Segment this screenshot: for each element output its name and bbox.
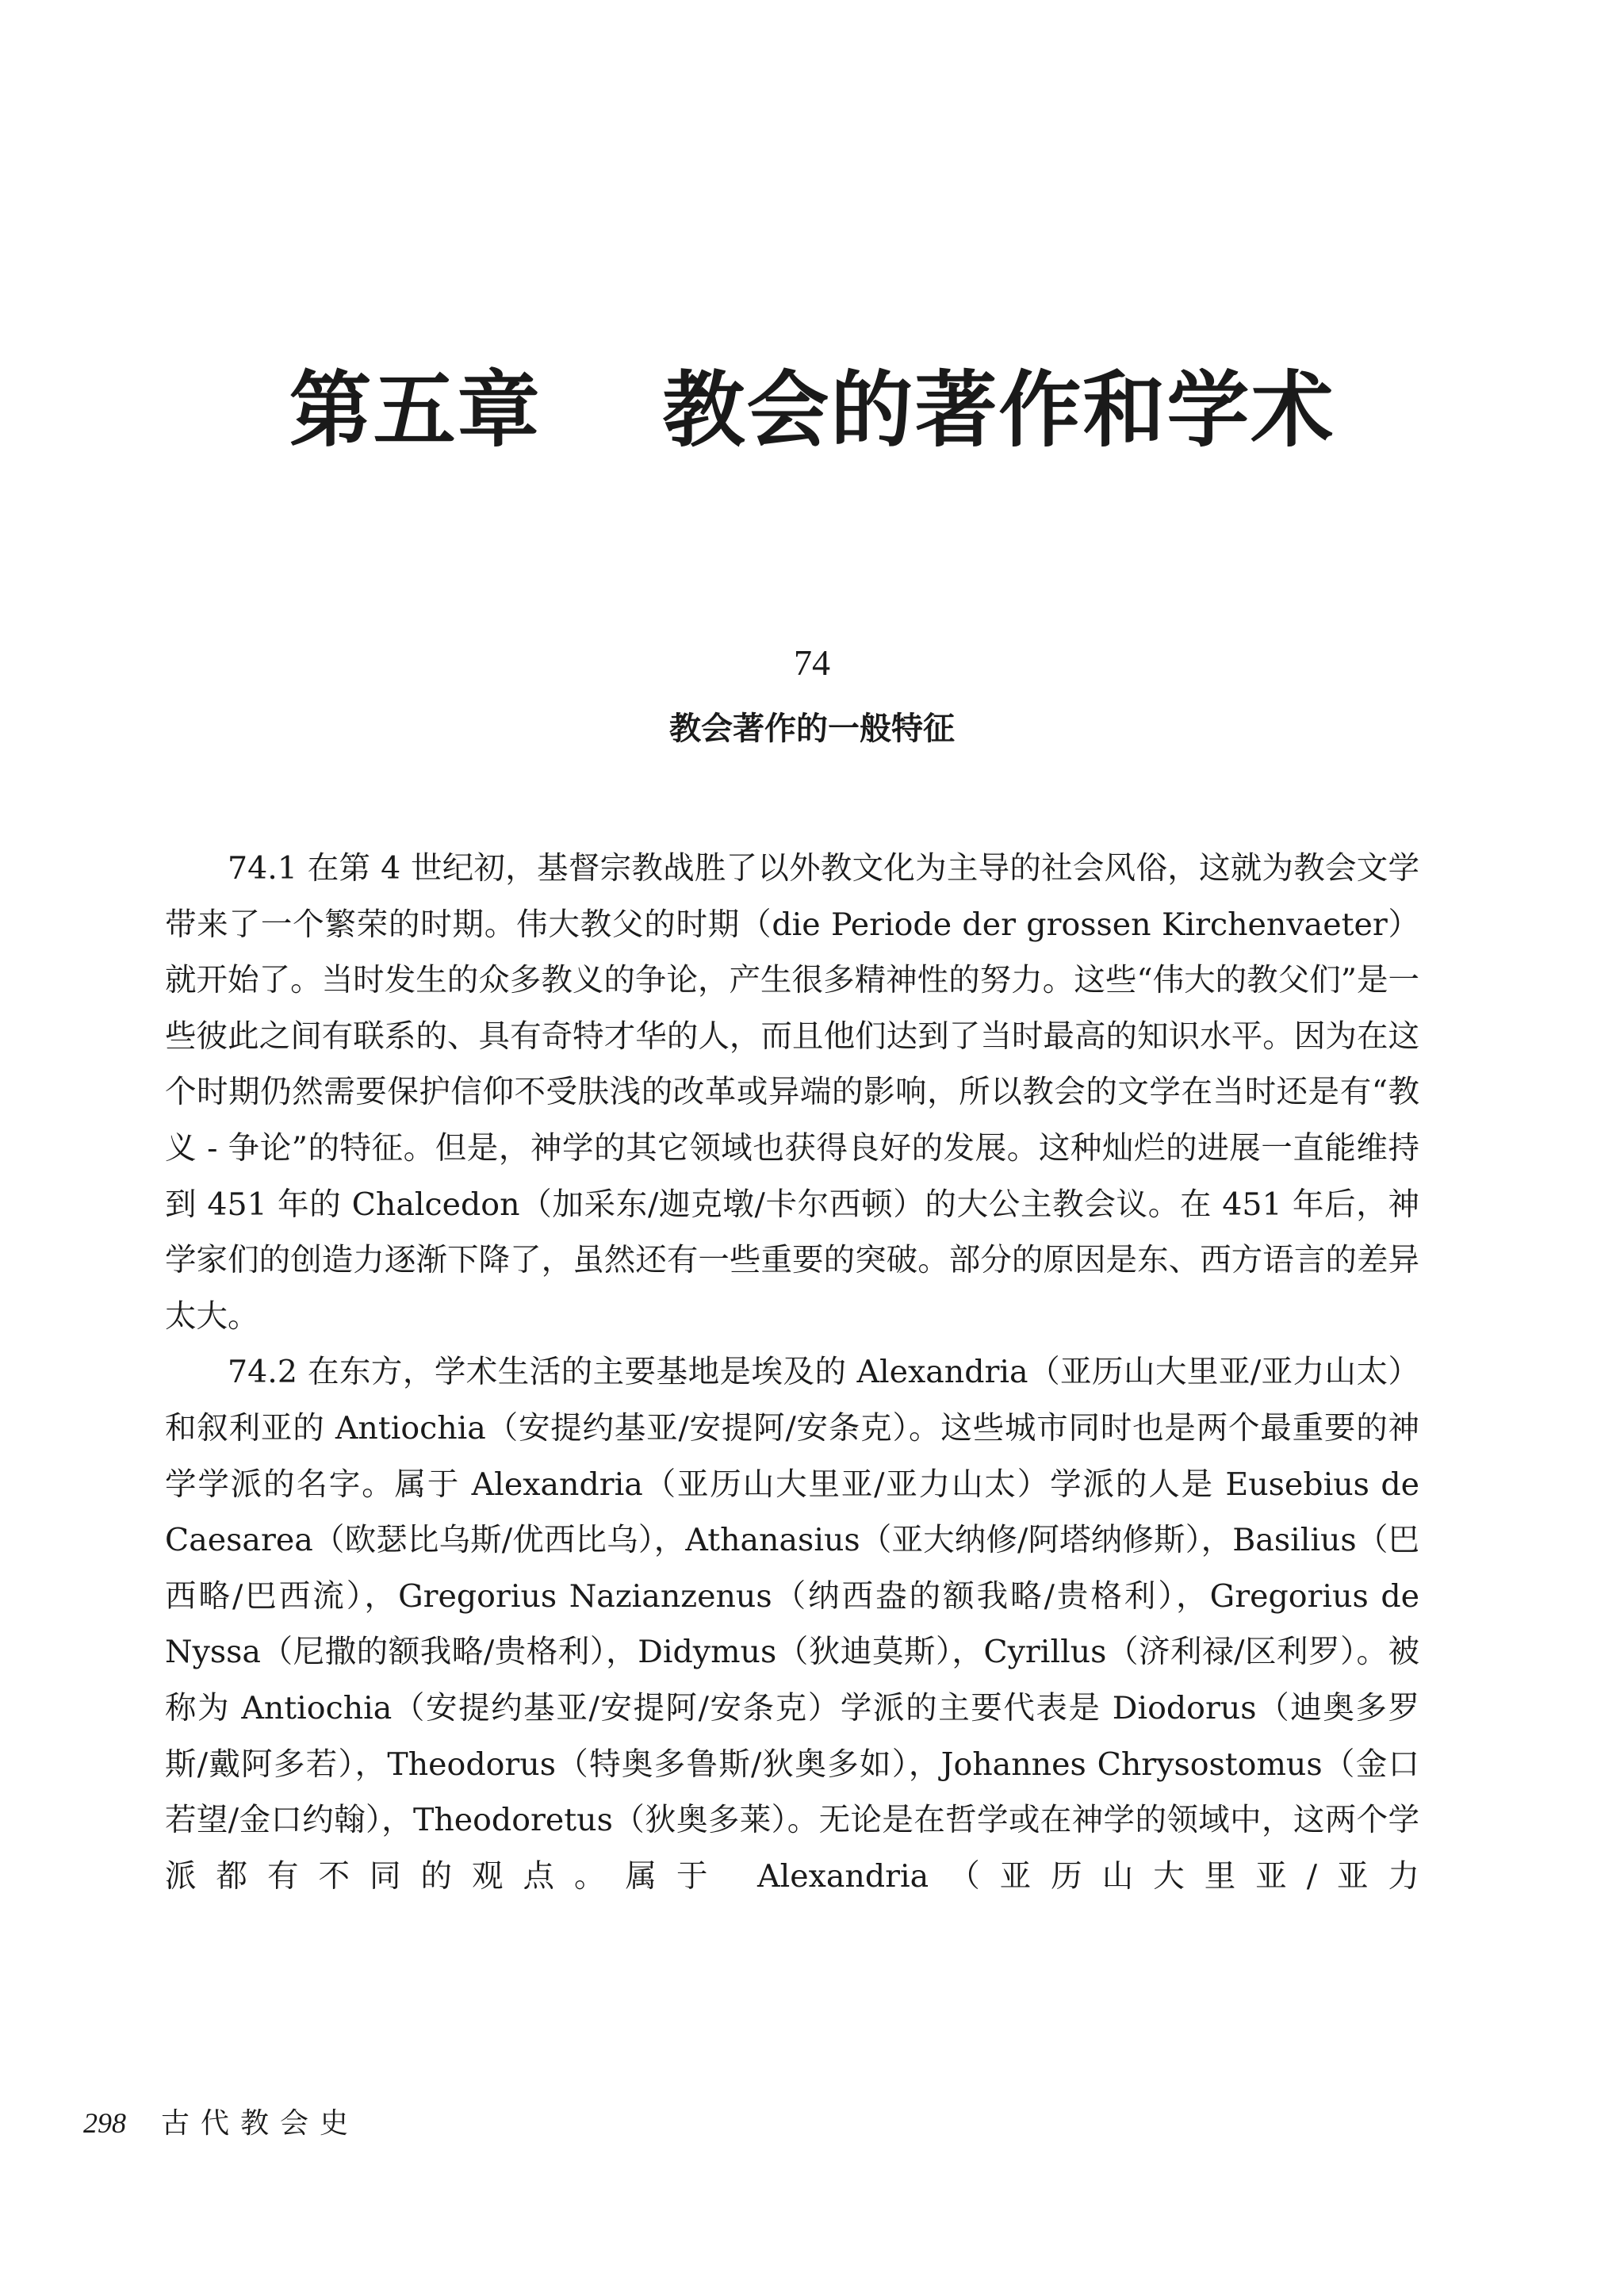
- paragraph-74-1: 74.1 在第 4 世纪初，基督宗教战胜了以外教文化为主导的社会风俗，这就为教会文学带来了一个繁荣的时期。伟大教父的时期（die Periode der grossen Kirchenvaeter）就开始了。当时发生的众多教义的争论，产生很多精神性的努力。这些“伟大的教父们”是一些彼此之间有联系的、具有奇特才华的人，而且他们达到了当时最高的知识水平。因为在这个时期仍然需要保护信仰不受肤浅的改革或异端的影响，所以教会的文学在当时还是有“教义 - 争论”的特征。但是，神学的其它领域也获得良好的发展。这种灿烂的进展一直能维持到 451 年的 Chalcedon（加采东/迦克墩/卡尔西顿）的大公主教会议。在 451 年后，神学家们的创造力逐渐下降了，虽然还有一些重要的突破。部分的原因是东、西方语言的差异太大。: [165, 850, 1419, 1335]
- section-number: 74: [794, 642, 830, 683]
- section-title: 教会著作的一般特征: [669, 710, 955, 747]
- chapter-title: 第五章 教会的著作和学术: [289, 361, 1335, 458]
- page-number: 298: [83, 2107, 126, 2139]
- book-title: 古代教会史: [161, 2107, 360, 2140]
- body-text: [165, 841, 1419, 1904]
- page-footer: [83, 2106, 359, 2140]
- paragraph-74-2: 74.2 在东方，学术生活的主要基地是埃及的 Alexandria（亚历山大里亚/亚力山太）和叙利亚的 Antiochia（安提约基亚/安提阿/安条克）。这些城市同时也是两个最重要的神学学派的名字。属于 Alexandria（亚历山大里亚/亚力山太）学派的人是 Eusebius de Caesarea（欧瑟比乌斯/优西比乌），Athanasius（亚大纳修/阿塔纳修斯），Basilius（巴西略/巴西流），Gregorius Nazianzenus（纳西盎的额我略/贵格利），Gregorius de Nyssa（尼撒的额我略/贵格利），Didymus（狄迪莫斯），Cyrillus（济利禄/区利罗）。被称为 Antiochia（安提约基亚/安提阿/安条克）学派的主要代表是 Diodorus（迪奥多罗斯/戴阿多若），Theodorus（特奥多鲁斯/狄奥多如），Johannes Chrysostomus（金口若望/金口约翰），Theodoretus（狄奥多莱）。无论是在哲学或在神学的领域中，这两个学派都有不同的观点。属于 Alexandria（亚历山大里亚/亚力: [165, 1354, 1419, 1895]
